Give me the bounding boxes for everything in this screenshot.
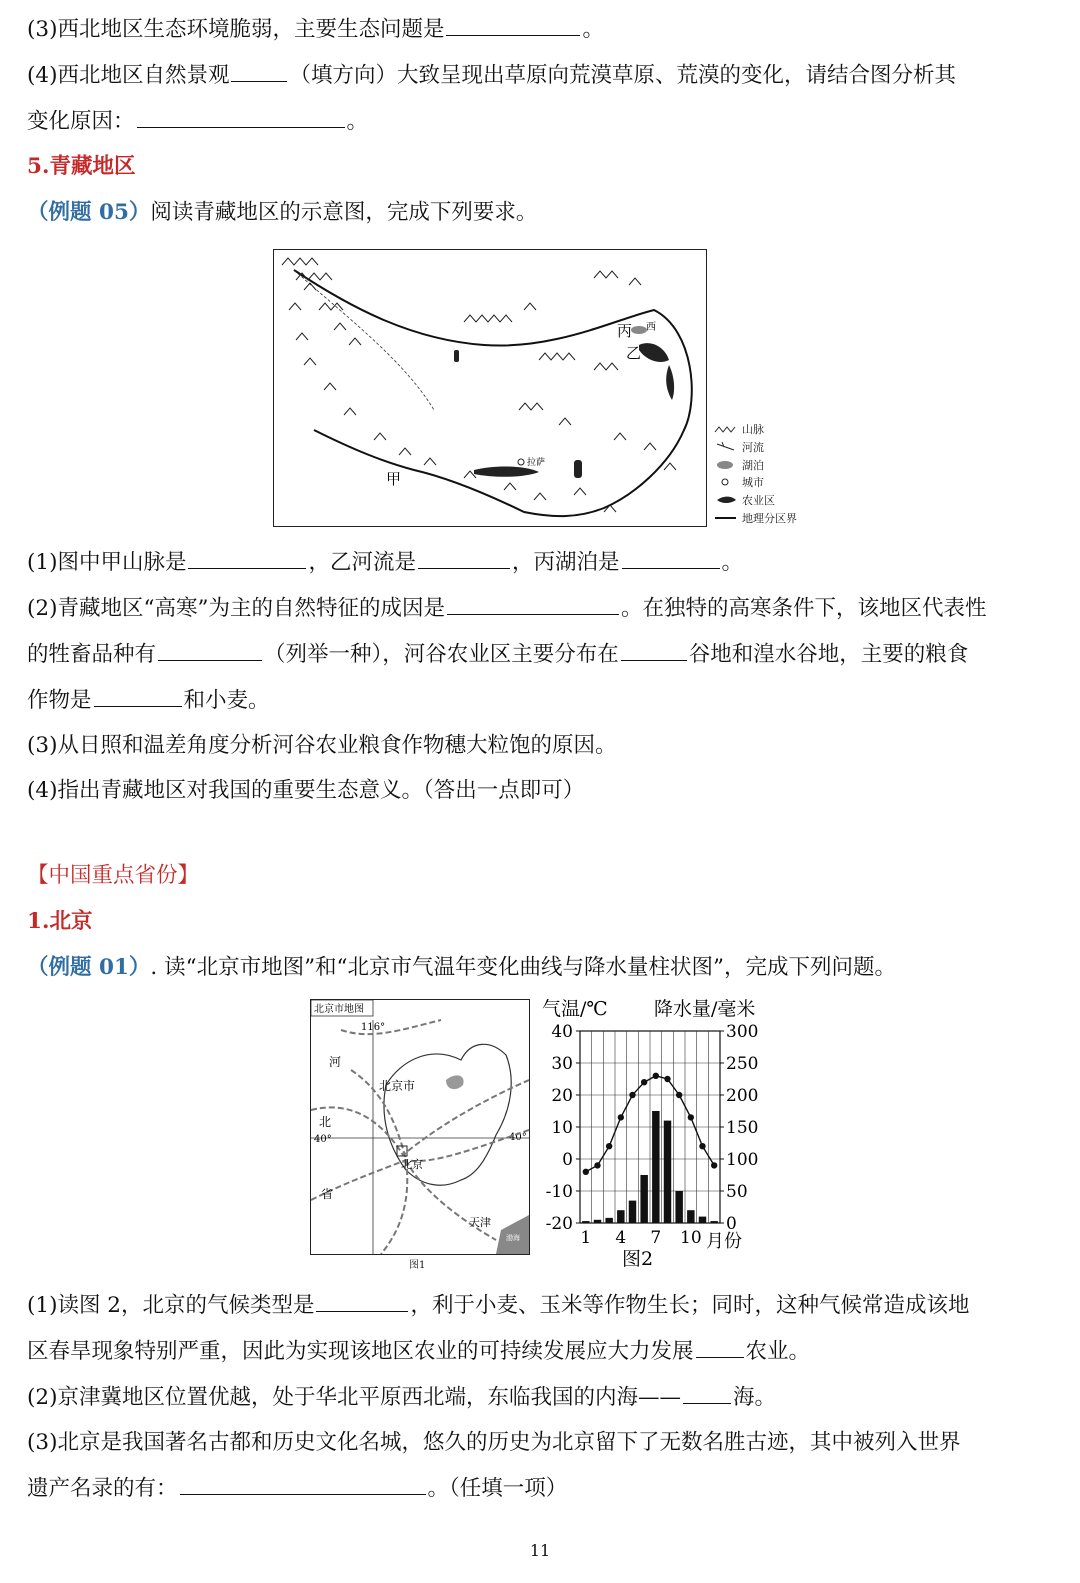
- label-jia: 甲: [386, 470, 402, 488]
- precip-bar: [699, 1217, 706, 1223]
- province-label-sheng: 省: [321, 1187, 334, 1201]
- month-tick-label: 4: [615, 1228, 627, 1248]
- answer-blank[interactable]: [137, 106, 345, 128]
- beijing-city-label: 北京市: [379, 1079, 416, 1093]
- temp-tick-label: 40: [551, 1022, 573, 1042]
- precip-bar: [617, 1210, 624, 1223]
- qinghai-lake: [631, 326, 647, 334]
- latitude-label-left: 40°: [314, 1134, 332, 1145]
- beijing-label: 北京: [401, 1158, 423, 1171]
- precip-tick-label: 250: [726, 1054, 759, 1074]
- temp-point: [594, 1162, 600, 1168]
- longitude-label: 116°: [361, 1022, 386, 1033]
- bj-question-3: (3)北京是我国著名古都和历史文化名城，悠久的历史为北京留下了无数名胜古迹，其中被列入世界: [27, 1430, 961, 1455]
- bj-question-2: (2)京津冀地区位置优越，处于华北平原西北端，东临我国的内海—— 海。: [27, 1382, 776, 1413]
- question-3-northwest: (3)西北地区生态环境脆弱，主要生态问题是 。: [27, 14, 604, 45]
- railways: [311, 1020, 529, 1254]
- precip-bar: [710, 1221, 717, 1223]
- month-tick-label: 1: [580, 1228, 592, 1248]
- agriculture-zones: [454, 343, 674, 478]
- bj-question-3-continued: 遗产名录的有： 。（任填一项）: [27, 1473, 567, 1504]
- answer-blank[interactable]: [158, 639, 262, 661]
- qingzang-map: [274, 250, 706, 526]
- reservoir: [446, 1075, 464, 1089]
- precip-tick-label: 50: [726, 1182, 748, 1202]
- precip-tick-label: 300: [726, 1022, 759, 1042]
- precip-tick-label: 0: [726, 1214, 737, 1234]
- climate-chart: [530, 995, 780, 1273]
- answer-blank[interactable]: [447, 593, 619, 615]
- month-tick-label: 7: [650, 1228, 662, 1248]
- answer-blank[interactable]: [188, 547, 306, 569]
- qz-question-3: (3)从日照和温差角度分析河谷农业粮食作物穗大粒饱的原因。: [27, 733, 617, 758]
- precip-tick-label: 150: [726, 1118, 759, 1138]
- river-legend-icon: [717, 442, 734, 450]
- month-tick-label: 10: [680, 1228, 702, 1248]
- precip-bar: [675, 1191, 682, 1223]
- example-05: （例题 05）阅读青藏地区的示意图，完成下列要求。: [27, 200, 538, 225]
- temp-point: [688, 1114, 694, 1120]
- answer-blank[interactable]: [622, 547, 720, 569]
- qz-question-2-end: 作物是 和小麦。: [27, 685, 270, 716]
- temp-point: [641, 1079, 647, 1085]
- answer-blank[interactable]: [180, 1473, 426, 1495]
- answer-blank[interactable]: [94, 685, 182, 707]
- precip-bar: [629, 1201, 636, 1223]
- province-label-bei: 北: [319, 1115, 332, 1129]
- temp-point: [664, 1076, 670, 1082]
- lake-legend-icon: [717, 461, 733, 469]
- bohai-label: 渤海: [506, 1234, 520, 1242]
- example-01: （例题 01）. 读“北京市地图”和“北京市气温年变化曲线与降水量柱状图”，完成下列问题。: [27, 955, 897, 980]
- question-4-continued: 变化原因： 。: [27, 106, 368, 137]
- precip-bar: [605, 1218, 612, 1223]
- temp-point: [606, 1143, 612, 1149]
- qingzang-map-legend: [712, 420, 822, 532]
- qz-question-2: (2)青藏地区“高寒”为主的自然特征的成因是 。在独特的高寒条件下，该地区代表性: [27, 593, 986, 624]
- answer-blank[interactable]: [446, 14, 580, 36]
- answer-blank[interactable]: [683, 1382, 731, 1404]
- legend-river: 河流: [742, 441, 764, 454]
- agriculture-legend-icon: [717, 497, 736, 503]
- temp-point: [583, 1169, 589, 1175]
- precip-bar: [652, 1111, 659, 1223]
- temp-tick-label: 30: [551, 1054, 573, 1074]
- answer-blank[interactable]: [696, 1336, 744, 1358]
- precip-axis-title: 降水量/毫米: [654, 998, 756, 1020]
- temp-point: [699, 1143, 705, 1149]
- region-boundary: [294, 270, 692, 516]
- legend-boundary: 地理分区界: [742, 512, 797, 525]
- answer-blank[interactable]: [231, 60, 287, 82]
- label-yi: 乙: [626, 344, 642, 362]
- latitude-label-right: 40°: [509, 1132, 527, 1143]
- page-number: 11: [529, 1541, 551, 1560]
- temp-tick-label: 0: [562, 1150, 573, 1170]
- precip-tick-label: 200: [726, 1086, 759, 1106]
- temp-tick-label: -10: [545, 1182, 573, 1202]
- chart-grid: [580, 1031, 720, 1223]
- answer-blank[interactable]: [621, 639, 687, 661]
- legend-mountain: 山脉: [742, 423, 764, 436]
- label-xining: 西: [646, 322, 656, 333]
- province-label-he: 河: [329, 1055, 342, 1069]
- precip-bar: [664, 1121, 671, 1223]
- temp-tick-label: 20: [551, 1086, 573, 1106]
- precip-bar: [582, 1221, 589, 1223]
- bj-question-1-continued: 区春旱现象特别严重，因此为实现该地区农业的可持续发展应大力发展 农业。: [27, 1336, 810, 1367]
- x-axis-title: 月份: [706, 1231, 742, 1252]
- temp-point: [629, 1092, 635, 1098]
- temp-point: [676, 1092, 682, 1098]
- answer-blank[interactable]: [418, 547, 510, 569]
- temp-point: [711, 1162, 717, 1168]
- precip-bar: [640, 1175, 647, 1223]
- temp-tick-label: -20: [545, 1214, 573, 1234]
- temp-tick-label: 10: [551, 1118, 573, 1138]
- key-provinces-heading: 【中国重点省份】: [27, 863, 200, 888]
- beijing-map: [311, 1000, 529, 1254]
- beijing-map-figure: [310, 999, 530, 1255]
- mountain-legend-icon: [715, 427, 735, 432]
- question-4-northwest: (4)西北地区自然景观 （填方向）大致呈现出草原向荒漠草原、荒漠的变化，请结合图分析其: [27, 60, 956, 91]
- temp-point: [653, 1073, 659, 1079]
- legend-agriculture: 农业区: [742, 494, 775, 507]
- precip-bar: [687, 1210, 694, 1223]
- label-bing: 丙: [617, 322, 633, 340]
- chart-ticks: [546, 1022, 759, 1248]
- bj-question-1: (1)读图 2，北京的气候类型是 ，利于小麦、玉米等作物生长；同时，这种气候常造成该地: [27, 1290, 970, 1321]
- figure-1-caption: 图1: [409, 1260, 426, 1271]
- section-heading-qingzang: 5.青藏地区: [27, 154, 136, 179]
- precip-bar: [594, 1220, 601, 1223]
- qz-question-2-continued: 的牲畜品种有 （列举一种），河谷农业区主要分布在 谷地和湟水谷地，主要的粮食: [27, 639, 968, 670]
- qz-question-1: (1)图中甲山脉是 ，乙河流是 ，丙湖泊是 。: [27, 547, 743, 578]
- qz-question-4: (4)指出青藏地区对我国的重要生态意义。（答出一点即可）: [27, 778, 585, 803]
- lhasa-city-marker: [518, 459, 524, 465]
- qingzang-map-figure: [273, 249, 707, 527]
- temp-point: [618, 1114, 624, 1120]
- section-heading-beijing: 1.北京: [27, 909, 93, 934]
- temp-axis-title: 气温/℃: [542, 998, 608, 1020]
- tianjin-label: 天津: [469, 1216, 491, 1229]
- legend-lake: 湖泊: [742, 459, 764, 472]
- precip-tick-label: 100: [726, 1150, 759, 1170]
- beijing-map-title: 北京市地图: [314, 1004, 364, 1015]
- river: [294, 270, 434, 410]
- lhasa-label: 拉萨: [527, 458, 546, 468]
- legend-city: 城市: [742, 476, 764, 489]
- answer-blank[interactable]: [316, 1290, 408, 1312]
- chart-caption: 图2: [622, 1248, 654, 1270]
- city-legend-icon: [722, 479, 728, 485]
